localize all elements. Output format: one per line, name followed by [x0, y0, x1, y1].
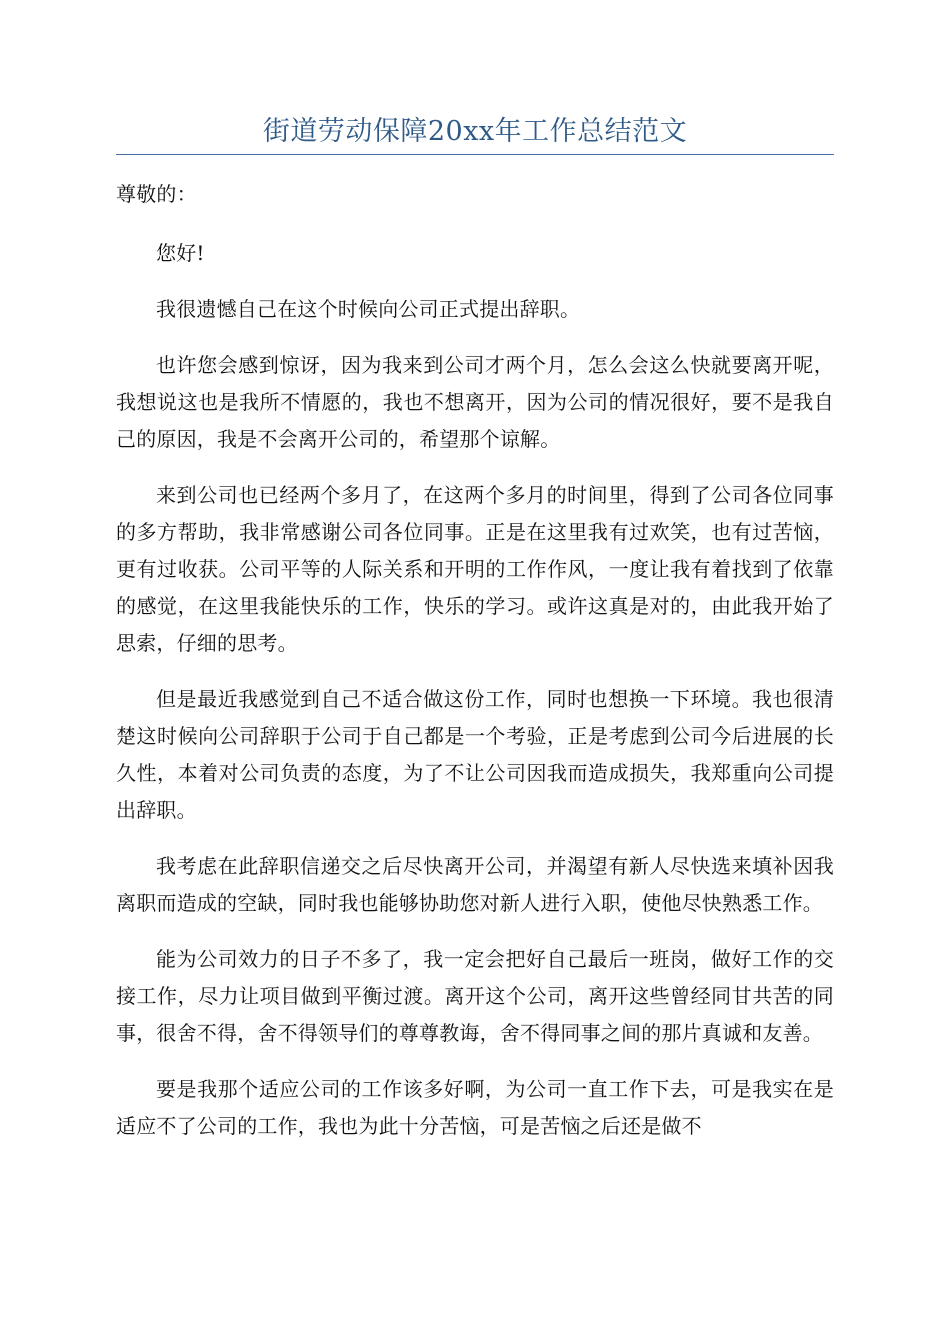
paragraph-handover-plan: 我考虑在此辞职信递交之后尽快离开公司，并渴望有新人尽快选来填补因我离职而造成的空缺，同时我也能够协助您对新人进行入职，使他尽快熟悉工作。 [116, 854, 834, 915]
paragraph-resignation-statement: 我很遗憾自己在这个时候向公司正式提出辞职。 [156, 297, 581, 321]
paragraph-regret: 要是我那个适应公司的工作该多好啊，为公司一直工作下去，可是我实在是适应不了公司的工作，我也为此十分苦恼，可是苦恼之后还是做不 [116, 1077, 834, 1138]
paragraph-surprise: 也许您会感到惊讶，因为我来到公司才两个月，怎么会这么快就要离开呢，我想说这也是我所不情愿的，我也不想离开，因为公司的情况很好，要不是我自己的原因，我是不会离开公司的，希望那个谅解。 [116, 353, 834, 451]
salutation: 尊敬的： [116, 182, 197, 206]
title-underline [116, 154, 834, 155]
document-title: 街道劳动保障20xx年工作总结范文 [262, 116, 688, 147]
paragraph-farewell: 能为公司效力的日子不多了，我一定会把好自己最后一班岗，做好工作的交接工作，尽力让项目做到平衡过渡。离开这个公司，离开这些曾经同甘共苦的同事，很舍不得，舍不得领导们的尊尊教诲，舍不得同事之间的那片真诚和友善。 [116, 947, 834, 1045]
paragraph-greeting: 您好! [156, 241, 205, 265]
document-body [116, 176, 834, 1164]
paragraph-reason: 但是最近我感觉到自己不适合做这份工作，同时也想换一下环境。我也很清楚这时候向公司辞职于公司于自己都是一个考验，正是考虑到公司今后进展的长久性，本着对公司负责的态度，为了不让公司因我而造成损失，我郑重向公司提出辞职。 [116, 687, 834, 822]
paragraph-gratitude: 来到公司也已经两个多月了，在这两个多月的时间里，得到了公司各位同事的多方帮助，我非常感谢公司各位同事。正是在这里我有过欢笑，也有过苦恼，更有过收获。公司平等的人际关系和开明的工作作风，一度让我有着找到了依靠的感觉，在这里我能快乐的工作，快乐的学习。或许这真是对的，由此我开始了思索，仔细的思考。 [116, 483, 834, 655]
